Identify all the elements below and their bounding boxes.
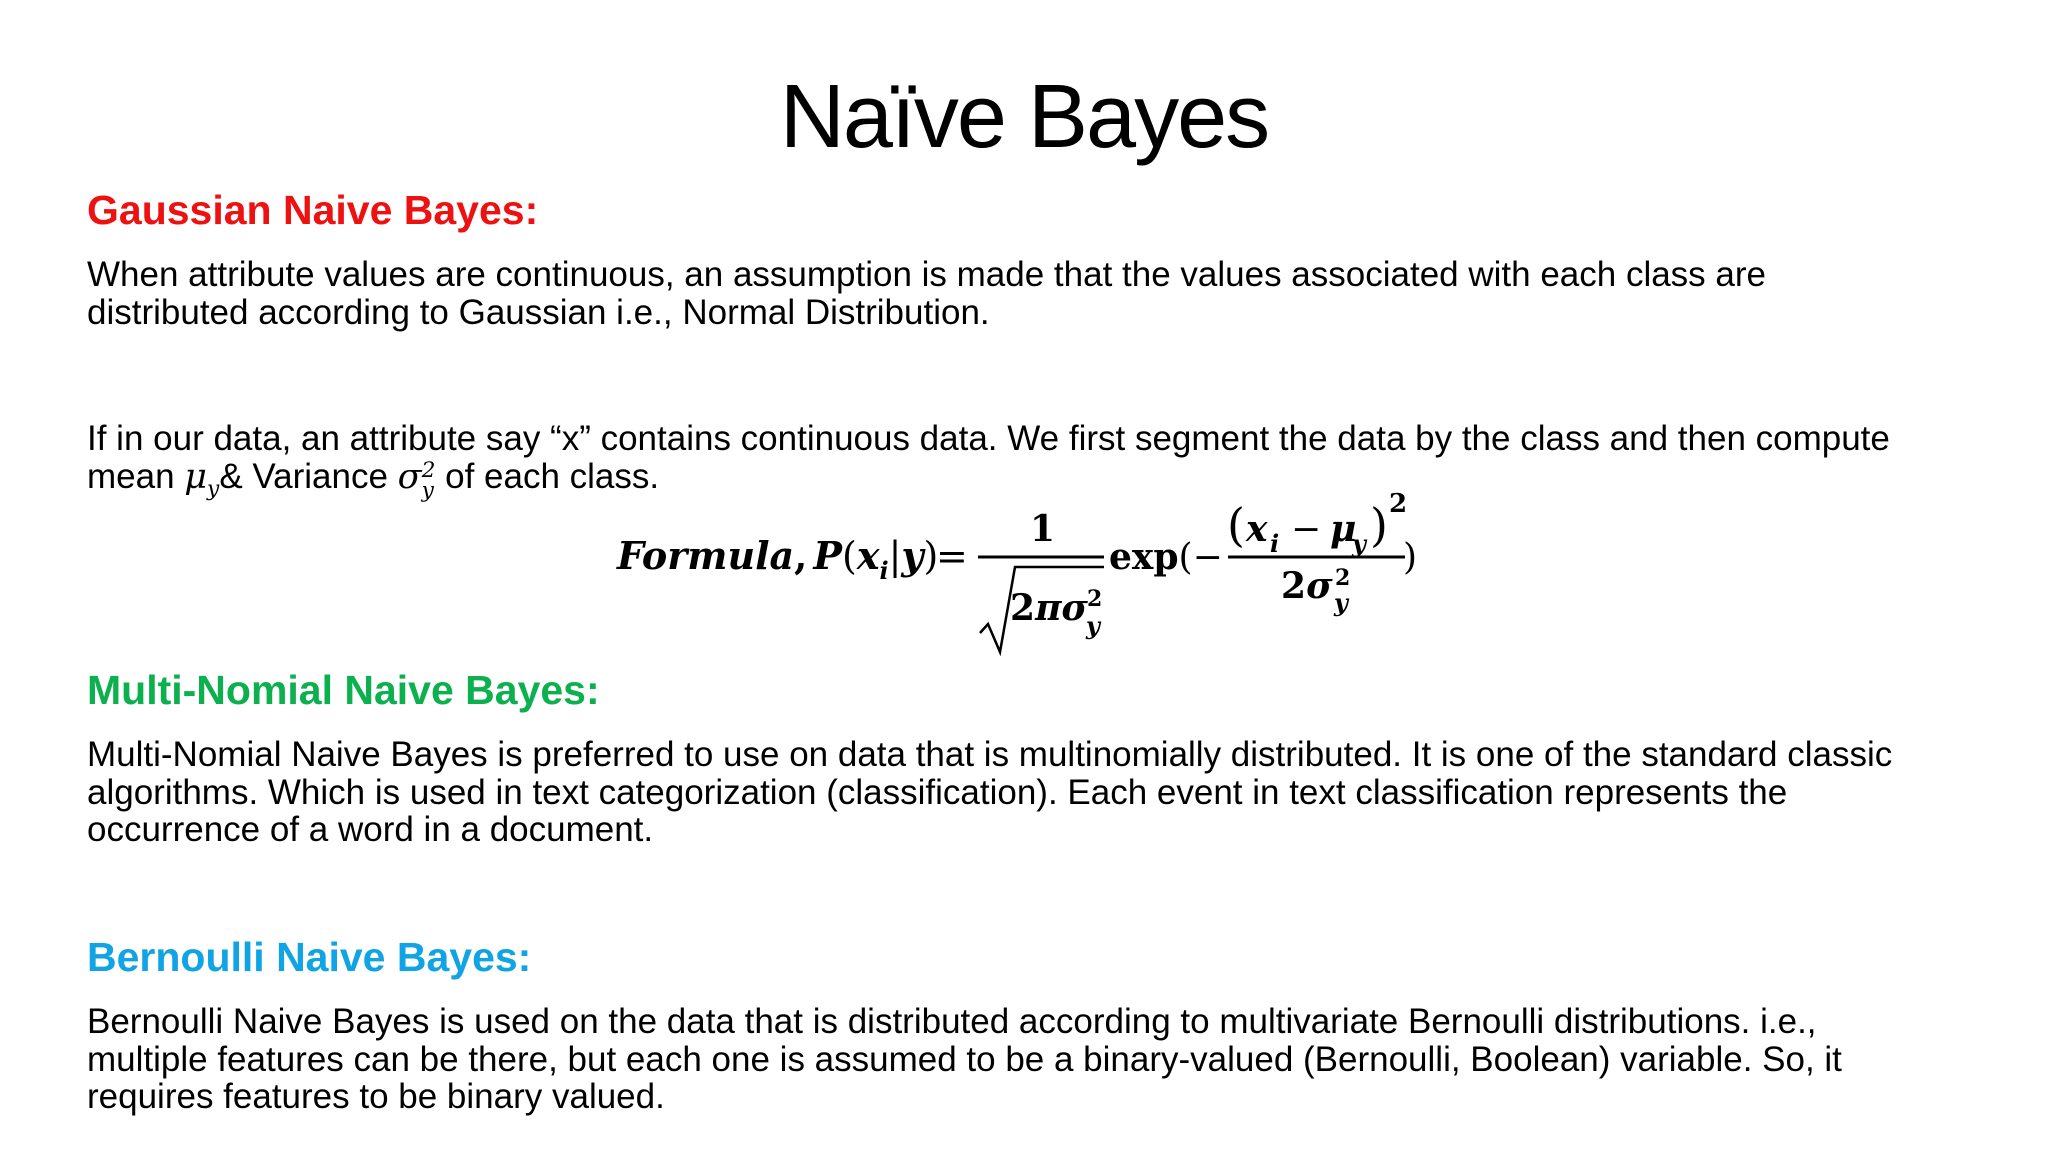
variance-symbol: σ 2 y — [397, 456, 436, 504]
mean-word: mean — [87, 456, 175, 496]
slide-title: Naïve Bayes — [779, 67, 1269, 167]
multinomial-line-1: Multi-Nomial Naive Bayes is preferred to use on data that is multinomially distributed. It is one of the standard classic — [87, 735, 1893, 774]
multinomial-paragraph — [87, 736, 1987, 849]
formula-num2-y: y — [1352, 529, 1366, 558]
formula-close-paren: ) — [1403, 537, 1418, 578]
bernoulli-heading: Bernoulli Naive Bayes: — [87, 934, 532, 980]
bernoulli-line-3: requires features to be binary valued. — [87, 1077, 665, 1116]
gaussian-paragraph-1-line-1: When attribute values are continuous, an assumption is made that the values associated with each class are — [87, 255, 1766, 294]
of-each-class-text: of each class. — [445, 456, 660, 496]
bernoulli-line-2: multiple features can be there, but each one is assumed to be a binary-valued (Bernoulli, Boolean) variable. So, it — [87, 1039, 1842, 1079]
formula-num2-open-paren: ( — [1227, 498, 1245, 552]
bernoulli-paragraph — [87, 1003, 1987, 1116]
mean-symbol: $\mu_y$ — [184, 456, 220, 502]
formula-num2-i: i — [1270, 529, 1280, 558]
formula-den2: 2σ — [1281, 565, 1333, 607]
formula-num2-close-paren: ) — [1370, 498, 1388, 552]
formula-exp: exp(− — [1109, 536, 1223, 578]
formula-equals: = — [936, 534, 968, 578]
formula-den2-power: 2 — [1335, 565, 1351, 591]
formula-num2-x: x — [1246, 508, 1268, 550]
formula-denominator: 2πσ — [1010, 587, 1088, 629]
formula-num2-minus: − — [1291, 509, 1322, 550]
formula-label: Formula, $P(x_i|y)$ — [617, 533, 939, 585]
gaussian-paragraph-2-line-1: If in our data, an attribute say “x” contains continuous data. We first segment the data by the class and then compute — [87, 419, 1890, 458]
gaussian-paragraph-1-line-2: distributed according to Gaussian i.e., Normal Distribution. — [87, 292, 990, 332]
formula-denominator-power: 2 — [1087, 586, 1103, 612]
multinomial-heading: Multi-Nomial Naive Bayes: — [87, 667, 600, 713]
multinomial-line-2: algorithms. Which is used in text categorization (classification). Each event in text classification represents the — [87, 772, 1788, 812]
formula-num2-mu: μ — [1330, 508, 1357, 550]
gaussian-heading: Gaussian Naive Bayes: — [87, 187, 539, 233]
formula-denominator-sub: y — [1086, 611, 1100, 640]
formula-den2-sub: y — [1334, 588, 1348, 617]
multinomial-line-3: occurrence of a word in a document. — [87, 810, 654, 849]
bernoulli-line-1: Bernoulli Naive Bayes is used on the data that is distributed according to multivariate Bernoulli distributions. i.e., — [87, 1002, 1817, 1041]
formula-num2-power: 2 — [1389, 489, 1408, 519]
formula-numerator: 1 — [1030, 508, 1056, 550]
variance-word: & Variance — [219, 456, 388, 496]
